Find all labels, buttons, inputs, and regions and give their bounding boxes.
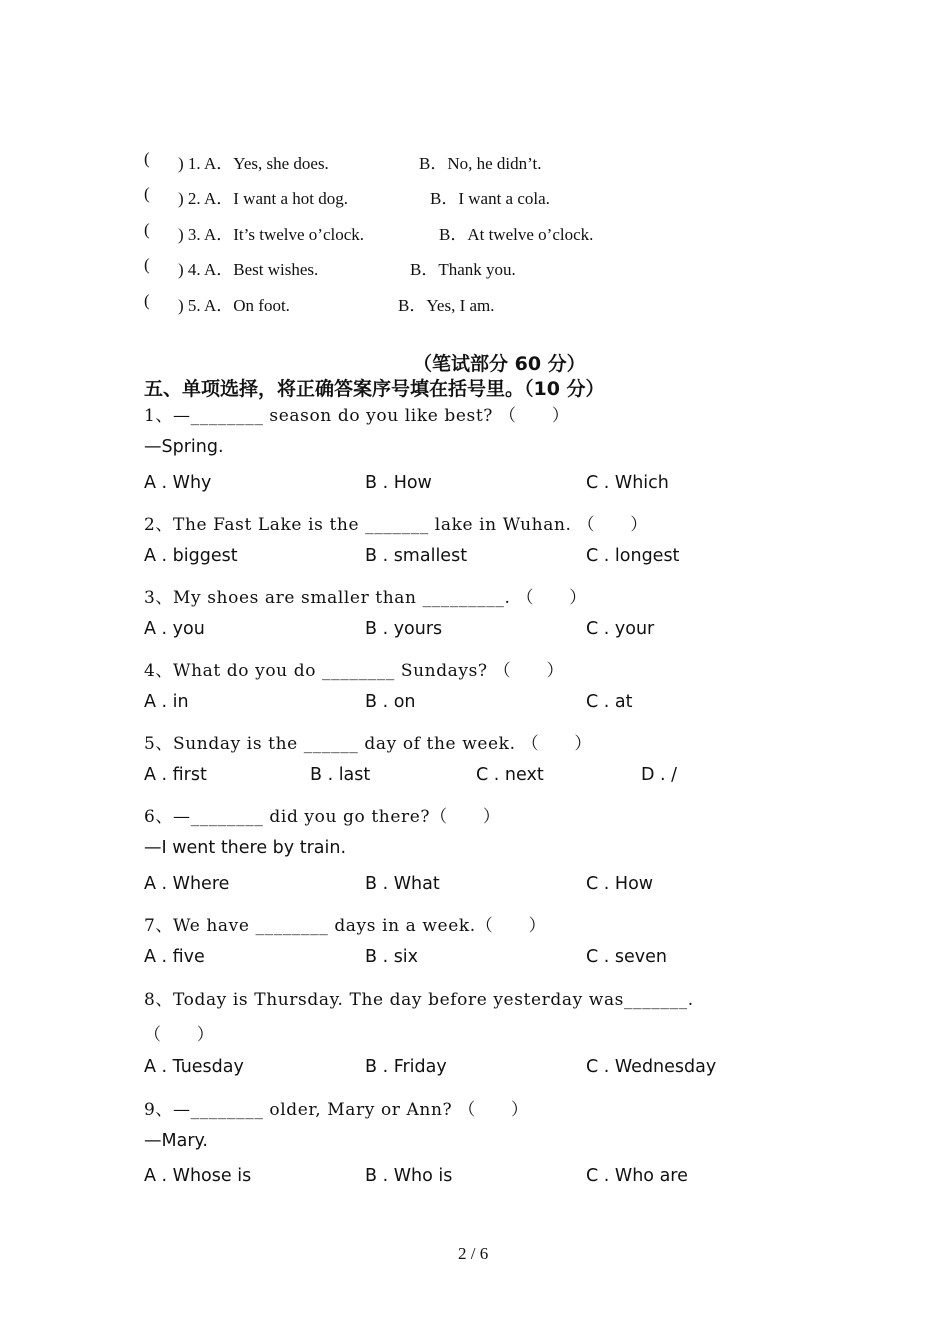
question-text: 3、My shoes are smaller than _________. （ ） [144,588,587,608]
option-b: B．Yes, I am. [398,296,495,315]
option-a: ) 1. A．Yes, she does. [178,154,329,173]
choice-a[interactable]: A . Whose is [144,1166,252,1186]
question-text: 4、What do you do ________ Sundays? （ ） [144,661,565,681]
choice-a[interactable]: A . you [144,619,205,639]
choice-b[interactable]: B . on [365,692,416,712]
option-b: B．At twelve o’clock. [439,225,594,244]
choice-b[interactable]: B . six [365,947,419,967]
option-b: B．I want a cola. [430,189,550,208]
choice-c[interactable]: C . your [586,619,655,639]
choice-b[interactable]: B . Friday [365,1057,447,1077]
dialog-answer: —I went there by train. [144,838,347,858]
answer-paren[interactable]: ( [144,255,150,274]
choice-b[interactable]: B . yours [365,619,443,639]
dialog-answer: —Spring. [144,437,224,457]
choice-a[interactable]: A . first [144,765,207,785]
answer-paren[interactable]: （ ） [144,1025,215,1045]
choice-c[interactable]: C . Which [586,473,669,493]
choice-c[interactable]: C . Wednesday [586,1057,717,1077]
written-part-title: （笔试部分 60 分） [413,353,586,375]
choice-a[interactable]: A . Tuesday [144,1057,244,1077]
page-number: 2 / 6 [458,1244,489,1263]
choice-c[interactable]: C . next [476,765,544,785]
answer-paren[interactable]: ( [144,149,150,168]
question-text: 1、—________ season do you like best? （ ） [144,406,570,426]
question-text: 2、The Fast Lake is the _______ lake in Wuhan. （ ） [144,515,648,535]
option-a: ) 5. A．On foot. [178,296,290,315]
option-a: ) 4. A．Best wishes. [178,260,319,279]
choice-d[interactable]: D . / [641,765,678,785]
question-text: 9、—________ older, Mary or Ann? （ ） [144,1100,529,1120]
option-b: B．Thank you. [410,260,516,279]
answer-paren[interactable]: ( [144,220,150,239]
question-text: 7、We have ________ days in a week.（ ） [144,916,547,936]
choice-c[interactable]: C . How [586,874,654,894]
choice-b[interactable]: B . How [365,473,432,493]
choice-a[interactable]: A . Where [144,874,230,894]
question-text: 5、Sunday is the ______ day of the week. （ ） [144,734,592,754]
option-b: B．No, he didn’t. [419,154,542,173]
question-text: 8、Today is Thursday. The day before yesterday was_______. [144,990,694,1010]
choice-c[interactable]: C . seven [586,947,668,967]
choice-b[interactable]: B . last [310,765,371,785]
answer-paren[interactable]: ( [144,291,150,310]
choice-b[interactable]: B . Who is [365,1166,453,1186]
choice-a[interactable]: A . biggest [144,546,238,566]
option-a: ) 2. A．I want a hot dog. [178,189,348,208]
choice-b[interactable]: B . What [365,874,440,894]
choice-c[interactable]: C . longest [586,546,680,566]
choice-c[interactable]: C . at [586,692,633,712]
section-title: 五、单项选择，将正确答案序号填在括号里。（10 分） [144,378,605,400]
choice-c[interactable]: C . Who are [586,1166,688,1186]
choice-a[interactable]: A . in [144,692,189,712]
question-text: 6、—________ did you go there?（ ） [144,807,501,827]
choice-b[interactable]: B . smallest [365,546,468,566]
dialog-answer: —Mary. [144,1131,208,1151]
option-a: ) 3. A．It’s twelve o’clock. [178,225,365,244]
choice-a[interactable]: A . five [144,947,205,967]
choice-a[interactable]: A . Why [144,473,212,493]
answer-paren[interactable]: ( [144,184,150,203]
